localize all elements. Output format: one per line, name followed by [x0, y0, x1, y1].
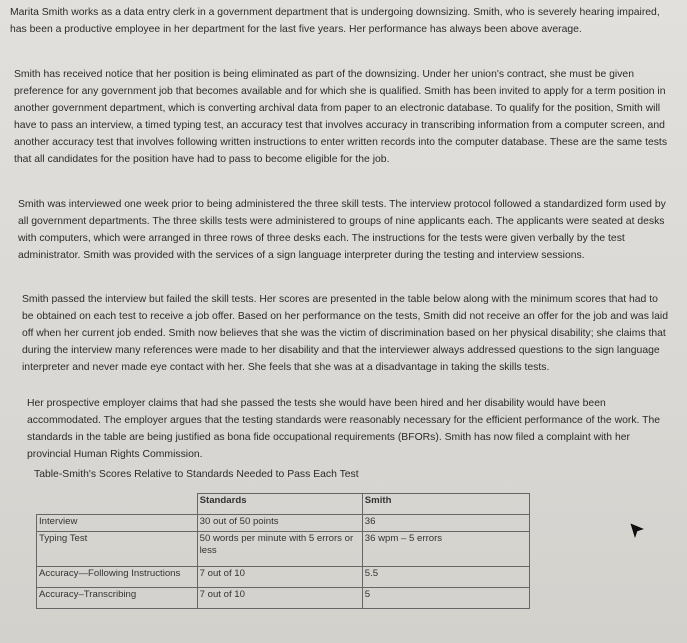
table-header-cell: Smith	[362, 494, 529, 515]
table-row	[37, 567, 530, 588]
table-cell: 7 out of 10	[197, 588, 362, 609]
table-cell: Accuracy–Transcribing	[37, 588, 198, 609]
paragraph-employer-claim: Her prospective employer claims that had she passed the tests she would have been hired and her disability would have been accommodated. The employer argues that the testing standards were reasonably necessary for the efficient performance of the work. The standards in the table are being justified as bona fide occupational requirements (BFORs). Smith has now filed a complaint with her provincial Human Rights Commission.	[27, 398, 661, 460]
table-cell: Interview	[37, 515, 198, 532]
mouse-pointer-icon	[630, 522, 644, 538]
scores-table	[36, 493, 530, 609]
table-cell: Accuracy—Following Instructions	[37, 567, 198, 588]
table-row	[37, 532, 530, 567]
table-row	[37, 588, 530, 609]
table-cell: 36	[362, 515, 529, 532]
paragraph-results: Smith passed the interview but failed the skill tests. Her scores are presented in the table below along with the minimum scores that had to be obtained on each test to receive a job offer. Based on her performance on the tests, Smith did not receive an offer for the job and was laid off when her current job ended. Smith now believes that she was the victim of discrimination based on her physical disability; she claims that during the interview many references were made to her disability and that the interviewer always addressed questions to the sign language interpreter and never made eye contact with her. She feels that she was at a disadvantage in taking the skills tests.	[22, 294, 668, 373]
table-cell: 30 out of 50 points	[197, 515, 362, 532]
paragraph-intro: Marita Smith works as a data entry clerk in a government department that is undergoing downsizing. Smith, who is severely hearing impaired, has been a productive employee in her department for the last five years. Her performance has always been above average.	[10, 7, 660, 35]
table-cell: Typing Test	[37, 532, 198, 567]
table-cell: 5.5	[362, 567, 529, 588]
paragraph-interview: Smith was interviewed one week prior to being administered the three skill tests. The interview protocol followed a standardized form used by all government departments. The three skills tests were administered to groups of nine applicants each. The applicants were seated at desks with computers, which were arranged in three rows of three desks each. The instructions for the tests were given verbally by the test administrator. Smith was provided with the services of a sign language interpreter during the testing and interview sessions.	[18, 199, 666, 261]
table-cell: 7 out of 10	[197, 567, 362, 588]
table-header-cell: Standards	[197, 494, 362, 515]
table-cell: 50 words per minute with 5 errors or less	[197, 532, 362, 567]
table-cell: 5	[362, 588, 529, 609]
table-caption: Table-Smith's Scores Relative to Standards Needed to Pass Each Test	[34, 469, 359, 480]
table-header-cell	[37, 494, 198, 515]
table-row	[37, 515, 530, 532]
paragraph-notice: Smith has received notice that her position is being eliminated as part of the downsizing. Under her union's contract, she must be given preference for any government job that becomes available and for which she is qualified. Smith has been invited to apply for a term position in another government department, which is converting archival data from paper to an electronic database. To qualify for the position, Smith will have to pass an interview, a timed typing test, an accuracy test that involves accuracy in transcribing information from a computer screen, and another accuracy test that involves following written instructions to enter written records into the computer database. These are the same tests that all candidates for the position have had to pass to become eligible for the job.	[14, 69, 668, 165]
table-cell: 36 wpm – 5 errors	[362, 532, 529, 567]
table-header-row	[37, 494, 530, 515]
